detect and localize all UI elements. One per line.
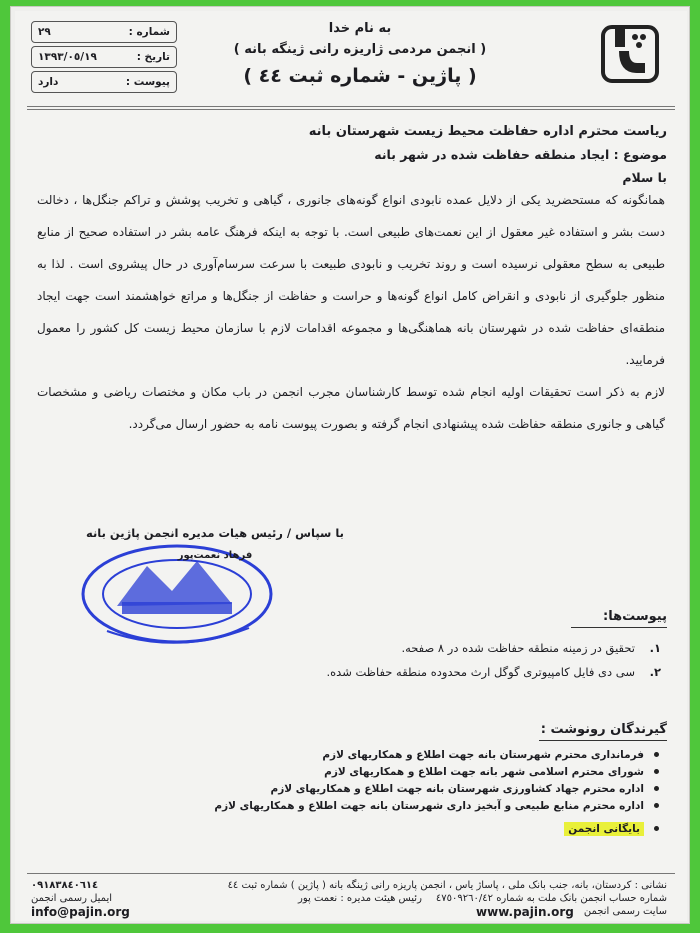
- footer-email-label: ایمیل رسمی انجمن: [31, 893, 113, 904]
- footer-divider: [27, 873, 675, 874]
- signature-title: با سپاس / رئیس هیات مدیره انجمن پاژین بانه: [86, 526, 344, 540]
- attachments-list: [55, 641, 661, 689]
- footer-director: رئیس هیئت مدیره : نعمت پور: [298, 893, 422, 904]
- footer-phone: ٠٩١٨٣٨٤٠٦١٤: [31, 880, 99, 891]
- list-item: [55, 820, 659, 837]
- bullet-icon: [654, 803, 659, 808]
- bullet-icon: [654, 769, 659, 774]
- meta-attachment: پیوست : دارد: [31, 71, 177, 93]
- paragraph-1: همانگونه که مستحضرید یکی از دلایل عمده نابودی انواع گونه‌های جانوری ، گیاهی و تخریب پوشش و تراکم جنگل‌ها ، دخالت دست بشر و استفاده غیر معقول از این نعمت‌های طبیعی است. با توجه به اینکه فرهنگ عامه بشر در استفاده صحیح از منابع طبیعی به سطح معقولی نرسیده است و روند تخریب و نابودی طبیعت با سرعت سرسام‌آوری در حال پیشروی است . لذا به منظور جلوگیری از نابودی و انقراض کامل انواع گونه‌ها و حراست و حفاظت از جنگل‌ها و مراتع خواهشمند است جهت ایجاد منطقه‌ای حفاظت شده در شهرستان بانه هماهنگی‌ها و مجموعه اقدامات لازم با سازمان محیط زیست کل کشور را معمول فرمایید.: [37, 193, 665, 367]
- list-item: ١. تحقیق در زمینه منطقه حفاظت شده در ٨ صفحه.: [401, 641, 661, 655]
- footer-website[interactable]: www.pajin.org: [476, 904, 574, 919]
- list-item: اداره محترم منابع طبیعی و آبخیز داری شهرستان بانه جهت اطلاع و همکاریهای لازم: [55, 797, 659, 814]
- footer-row-3: [31, 905, 667, 918]
- signature-name: فرهاد نعمت‌پور: [177, 550, 253, 561]
- list-item: ٢. سی دی فایل کامپیوتری گوگل ارث محدوده منطقه حفاظت شده.: [326, 665, 661, 679]
- recipients-list: [55, 746, 659, 837]
- list-item: فرمانداری محترم شهرستان بانه جهت اطلاع و همکاریهای لازم: [55, 746, 659, 763]
- recipients-underline: [539, 740, 667, 741]
- signature-block: [85, 526, 345, 561]
- bullet-icon: [654, 786, 659, 791]
- header-divider-2: [27, 109, 675, 110]
- footer-email[interactable]: info@pajin.org: [31, 904, 130, 919]
- bismillah: به نام خدا: [328, 21, 392, 36]
- document-frame: [10, 6, 690, 924]
- attachments-underline: [571, 627, 667, 628]
- bullet-icon: [654, 752, 659, 757]
- letter-page: [15, 11, 687, 921]
- org-name: ( انجمن مردمی ژاریزه رانی ژینگه بانه ): [233, 42, 487, 57]
- bullet-icon: [654, 826, 659, 831]
- footer-row-2: [31, 892, 667, 905]
- attachments-title: پیوست‌ها:: [603, 609, 667, 624]
- pajin-logo: [599, 23, 661, 85]
- registration-number: ( پاژین - شماره ثبت ٤٤ ): [243, 65, 477, 87]
- list-item: اداره محترم جهاد کشاورزی شهرستان بانه جهت اطلاع و همکاریهای لازم: [55, 780, 659, 797]
- footer-address: نشانی : کردستان، بانه، جنب بانک ملی ، پاساژ یاس ، انجمن پاریزه رانی ژینگه بانه ( پاژین ) شماره ثبت ٤٤: [227, 880, 667, 891]
- footer-account: شماره حساب انجمن بانک ملت به شماره ٤٧٥٠٩٢٦٠/٤٢: [435, 893, 667, 904]
- greeting: با سلام: [622, 170, 667, 185]
- footer: [31, 879, 667, 918]
- paragraph-2: لازم به ذکر است تحقیقات اولیه انجام شده توسط کارشناسان مجرب انجمن در باب مکان و مختصات ریاضی و مشخصات گیاهی و جانوری منطقه حفاظت شده پیشنهادی انجام گرفته و بصورت پیوست نامه به حضور ارسال می‌گردد.: [37, 385, 665, 431]
- footer-row-1: [31, 879, 667, 892]
- addressee: ریاست محترم اداره حفاظت محیط زیست شهرستان بانه: [308, 124, 667, 139]
- footer-site-label: سایت رسمی انجمن: [583, 906, 667, 917]
- meta-number: شماره : ٢٩: [31, 21, 177, 43]
- header-divider: [27, 106, 675, 107]
- letter-meta: [31, 21, 177, 96]
- list-item: شورای محترم اسلامی شهر بانه جهت اطلاع و همکاریهای لازم: [55, 763, 659, 780]
- recipients-title: گیرندگان رونوشت :: [540, 722, 667, 737]
- highlighted-archive: بایگانی انجمن: [564, 822, 644, 836]
- meta-date: تاریخ : ١٣٩٣/٠٥/١٩: [31, 46, 177, 68]
- subject: موضوع : ایجاد منطقه حفاظت شده در شهر بانه: [374, 147, 667, 162]
- letterhead: [215, 21, 505, 87]
